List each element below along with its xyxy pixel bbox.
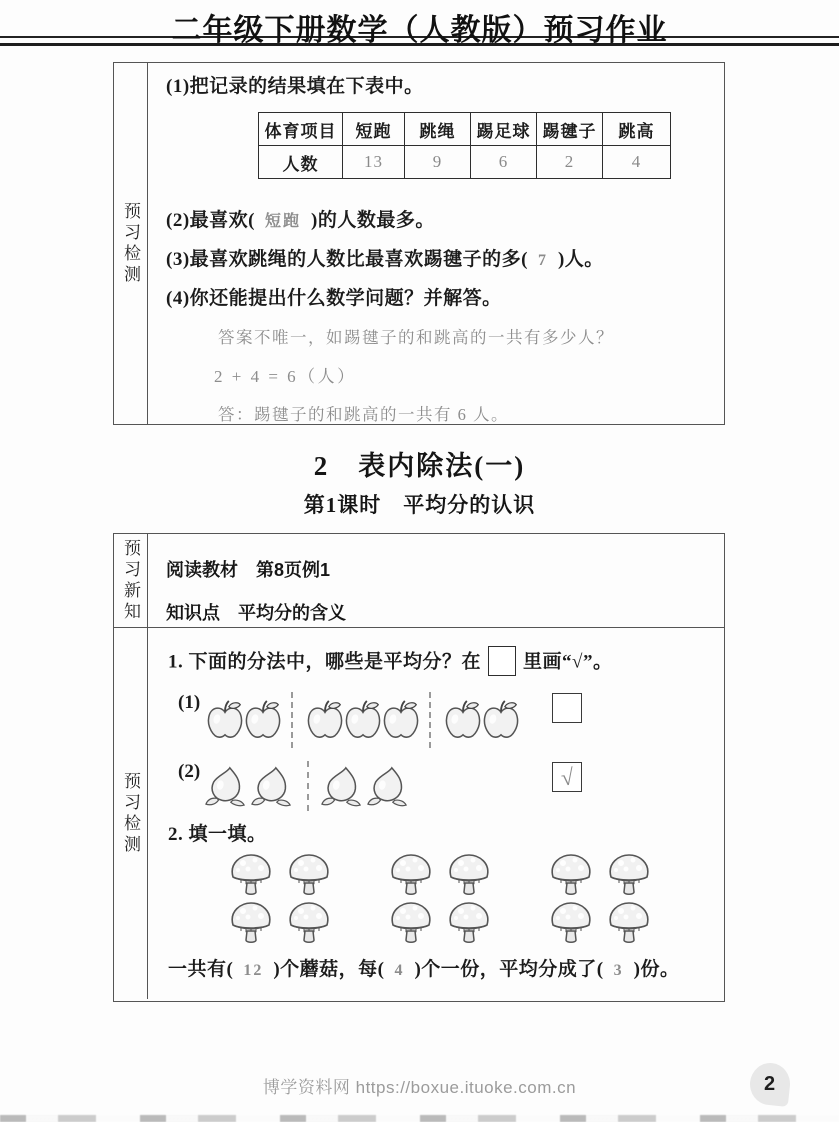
page-title: 二年级下册数学（人教版）预习作业 bbox=[171, 14, 668, 47]
sidebar-label: 预习新知 bbox=[121, 538, 140, 623]
table-value-cell: 6 bbox=[471, 146, 537, 179]
item-label: (1) bbox=[178, 692, 201, 713]
apple-icon bbox=[442, 698, 484, 742]
apple-icon bbox=[342, 698, 384, 742]
table-value-cell: 4 bbox=[603, 146, 671, 179]
answer-box-1 bbox=[552, 693, 582, 723]
apple-icon bbox=[304, 698, 346, 742]
sidebar-label: 预习检测 bbox=[121, 201, 140, 286]
peach-group bbox=[320, 765, 412, 807]
inline-checkbox bbox=[488, 646, 516, 676]
check-mark: √ bbox=[559, 763, 575, 791]
item-label: (2) bbox=[178, 761, 201, 782]
table-header-cell: 踢毽子 bbox=[537, 113, 603, 146]
table-header-cell: 短跑 bbox=[343, 113, 405, 146]
read-material-value: 第8页例1 bbox=[256, 560, 331, 580]
apple-group bbox=[204, 698, 280, 742]
chapter-title: 2 表内除法(一) bbox=[313, 451, 526, 481]
sidebar-pretest-1 bbox=[114, 63, 148, 424]
table-header-row bbox=[259, 113, 671, 146]
table-header-cell: 跳绳 bbox=[405, 113, 471, 146]
knowledge-point-label: 知识点 bbox=[166, 603, 220, 623]
sidebar-label: 预习检测 bbox=[121, 771, 140, 856]
pretest-box-statistics bbox=[113, 62, 725, 425]
peach-group bbox=[204, 765, 296, 807]
mushroom-icon bbox=[606, 852, 652, 898]
question-3-text: (3)最喜欢跳绳的人数比最喜欢踢毽子的多( bbox=[166, 249, 528, 270]
blank-answer: 短跑 bbox=[264, 213, 301, 230]
peach-icon bbox=[320, 765, 364, 807]
mushroom-icon bbox=[286, 900, 332, 946]
question-1: (1)把记录的结果填在下表中。 bbox=[166, 76, 424, 97]
mushroom-icon bbox=[388, 852, 434, 898]
table-row-header: 人数 bbox=[259, 146, 343, 179]
fill-in-line bbox=[168, 958, 710, 982]
mushroom-groups bbox=[228, 852, 710, 946]
table-value-row bbox=[259, 146, 671, 179]
apple-groups bbox=[204, 692, 518, 748]
read-material-label: 阅读教材 bbox=[166, 560, 238, 580]
fill-blank-answer: 4 bbox=[394, 962, 405, 979]
mushroom-group bbox=[228, 852, 332, 946]
item-row-apples bbox=[178, 692, 710, 748]
lesson-box bbox=[113, 533, 725, 1002]
fill-blank-answer: 3 bbox=[613, 962, 624, 979]
apple-group bbox=[304, 698, 418, 742]
sports-table bbox=[258, 112, 671, 179]
fill-text: )个蘑菇，每( bbox=[273, 959, 385, 980]
mushroom-icon bbox=[228, 852, 274, 898]
question-2-text: )的人数最多。 bbox=[311, 210, 435, 231]
apple-group bbox=[442, 698, 518, 742]
mushroom-group bbox=[388, 852, 492, 946]
pretest-content-2 bbox=[148, 628, 724, 999]
mushroom-group bbox=[548, 852, 652, 946]
question-3 bbox=[166, 248, 710, 272]
blank-answer: 7 bbox=[537, 252, 548, 269]
dashed-divider bbox=[429, 692, 431, 748]
mushroom-icon bbox=[446, 852, 492, 898]
peach-icon bbox=[366, 765, 410, 807]
sidebar-newknowledge bbox=[114, 534, 148, 627]
study-content bbox=[148, 534, 724, 627]
question-2 bbox=[166, 209, 710, 233]
sidebar-pretest-2 bbox=[114, 628, 148, 999]
mushroom-icon bbox=[286, 852, 332, 898]
exercise-1-prompt bbox=[168, 646, 710, 680]
mushroom-icon bbox=[548, 900, 594, 946]
apple-icon bbox=[480, 698, 522, 742]
fill-text: 一共有( bbox=[168, 959, 234, 980]
table-header-cell: 跳高 bbox=[603, 113, 671, 146]
knowledge-point-line bbox=[166, 599, 710, 625]
study-section bbox=[114, 534, 724, 628]
fill-text: )份。 bbox=[633, 959, 680, 980]
table-value-cell: 2 bbox=[537, 146, 603, 179]
peach-icon bbox=[250, 765, 294, 807]
dashed-divider bbox=[307, 761, 309, 811]
pretest-content-1 bbox=[148, 63, 724, 424]
mushroom-icon bbox=[388, 900, 434, 946]
scan-artifact-strip bbox=[0, 1115, 839, 1122]
lesson-title: 第1课时 平均分的认识 bbox=[303, 493, 536, 517]
exercise-1-text: 1. 下面的分法中，哪些是平均分？在 bbox=[168, 651, 482, 673]
table-value-cell: 13 bbox=[343, 146, 405, 179]
pretest-section-2 bbox=[114, 628, 724, 999]
mushroom-icon bbox=[606, 900, 652, 946]
apple-icon bbox=[204, 698, 246, 742]
leaf-page-badge bbox=[748, 1061, 792, 1107]
mushroom-icon bbox=[446, 900, 492, 946]
question-3-text: )人。 bbox=[557, 249, 604, 270]
page-number: 2 bbox=[764, 1072, 776, 1095]
apple-icon bbox=[242, 698, 284, 742]
fill-blank-answer: 12 bbox=[243, 962, 264, 979]
table-header-cell: 踢足球 bbox=[471, 113, 537, 146]
mushroom-icon bbox=[228, 900, 274, 946]
answer-box-2 bbox=[552, 762, 582, 792]
table-corner-cell: 体育项目 bbox=[259, 113, 343, 146]
answer-line: 答案不唯一，如踢毽子的和跳高的一共有多少人？ bbox=[218, 328, 614, 347]
exercise-2-prompt: 2. 填一填。 bbox=[168, 824, 267, 845]
question-2-text: (2)最喜欢( bbox=[166, 210, 255, 231]
exercise-1-text: 里画“√”。 bbox=[523, 651, 613, 673]
peach-icon bbox=[204, 765, 248, 807]
question-4: (4)你还能提出什么数学问题？并解答。 bbox=[166, 288, 502, 309]
footer-site-text: 博学资料网 https://boxue.ituoke.com.cn bbox=[262, 1078, 577, 1097]
read-material-line bbox=[166, 556, 710, 582]
fill-text: )个一份，平均分成了( bbox=[414, 959, 604, 980]
answer-line: 答：踢毽子的和跳高的一共有 6 人。 bbox=[218, 405, 509, 424]
item-row-peaches bbox=[178, 761, 710, 811]
peach-groups bbox=[204, 761, 412, 811]
knowledge-point-value: 平均分的含义 bbox=[238, 603, 346, 623]
answer-equation: 2 + 4 = 6（人） bbox=[214, 367, 357, 386]
apple-icon bbox=[380, 698, 422, 742]
mushroom-icon bbox=[548, 852, 594, 898]
dashed-divider bbox=[291, 692, 293, 748]
table-value-cell: 9 bbox=[405, 146, 471, 179]
